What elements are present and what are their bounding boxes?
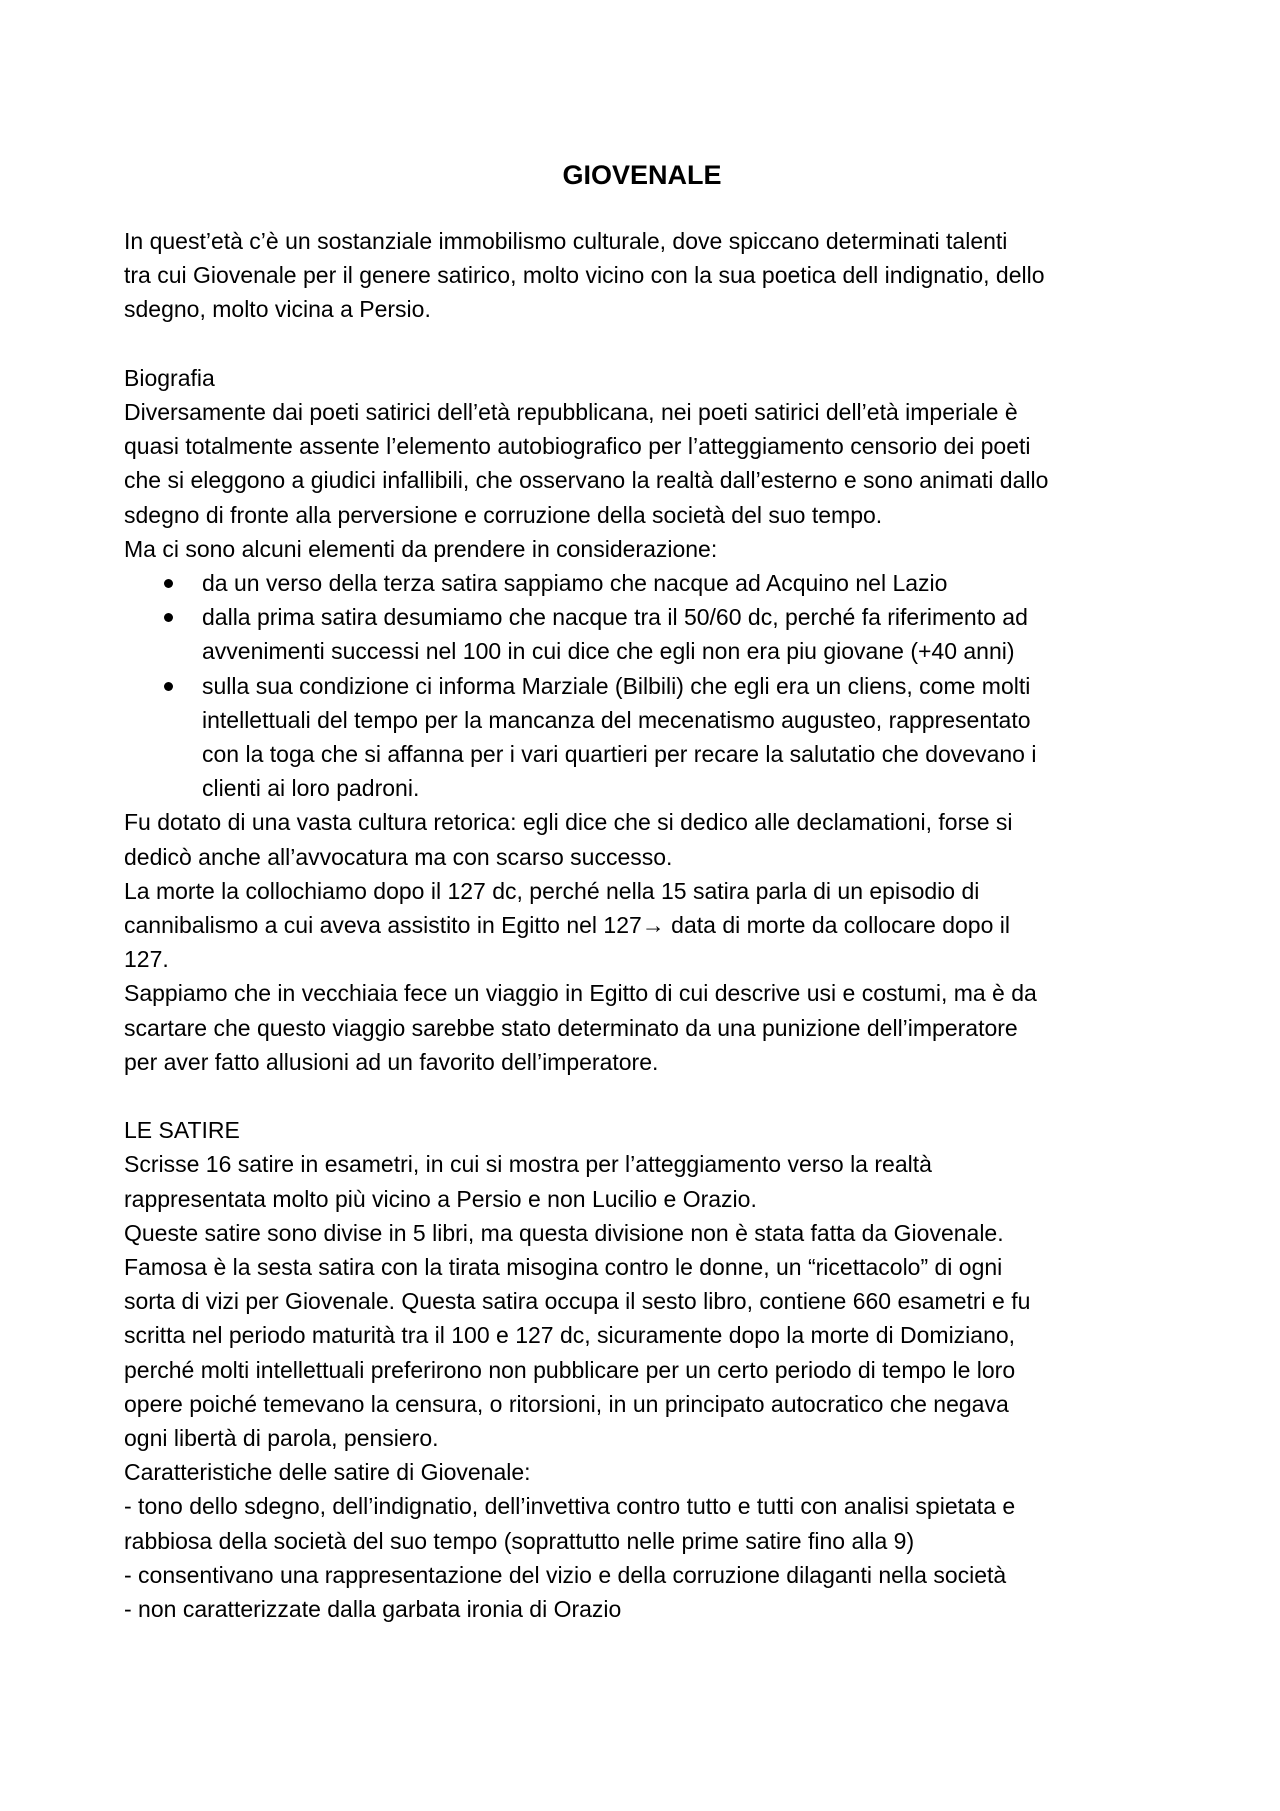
text-line: sorta di vizi per Giovenale. Questa satira occupa il sesto libro, contiene 660 esametri e fu xyxy=(124,1288,1031,1315)
text-line: Fu dotato di una vasta cultura retorica: egli dice che si dedico alle declamationi, forse si xyxy=(124,809,1013,836)
text-line: clienti ai loro padroni. xyxy=(202,775,420,802)
text-line: rappresentata molto più vicino a Persio e non Lucilio e Orazio. xyxy=(124,1185,757,1212)
document-title: GIOVENALE xyxy=(562,160,722,190)
list-item xyxy=(124,566,1160,600)
text-line: perché molti intellettuali preferirono non pubblicare per un certo periodo di tempo le loro xyxy=(124,1356,1016,1383)
section-heading: LE SATIRE xyxy=(124,1117,240,1144)
text-line: - non caratterizzate dalla garbata ironia di Orazio xyxy=(124,1596,622,1623)
text-line: sdegno, molto vicina a Persio. xyxy=(124,296,431,323)
text-line: sdegno di fronte alla perversione e corruzione della società del suo tempo. xyxy=(124,501,883,528)
bullet-list xyxy=(124,566,1160,805)
text-line: rabbiosa della società del suo tempo (soprattutto nelle prime satire fino alla 9) xyxy=(124,1527,915,1554)
spacer xyxy=(124,1079,1160,1113)
list-item xyxy=(124,669,1160,806)
text-line: La morte la collochiamo dopo il 127 dc, perché nella 15 satira parla di un episodio di xyxy=(124,877,980,904)
text-line: Diversamente dai poeti satirici dell’età repubblicana, nei poeti satirici dell’età imperiale è xyxy=(124,399,1018,425)
text-line: avvenimenti successi nel 100 in cui dice che egli non era piu giovane (+40 anni) xyxy=(202,638,1015,665)
bullet-icon xyxy=(164,579,173,588)
list-item xyxy=(124,600,1160,668)
text-line: quasi totalmente assente l’elemento autobiografico per l’atteggiamento censorio dei poeti xyxy=(124,433,1031,460)
satire-section xyxy=(124,1113,1160,1626)
text-line: 127. xyxy=(124,946,169,973)
text-line: opere poiché temevano la censura, o ritorsioni, in un principato autocratico che negava xyxy=(124,1390,1009,1417)
bullet-icon xyxy=(164,682,173,691)
arrow-right-icon: → xyxy=(641,912,665,939)
text-line: dedicò anche all’avvocatura ma con scarso successo. xyxy=(124,843,673,870)
text-line: ogni libertà di parola, pensiero. xyxy=(124,1425,439,1452)
text-line: sulla sua condizione ci informa Marziale (Bilbili) che egli era un cliens, come molti xyxy=(202,672,1031,699)
text-line: Queste satire sono divise in 5 libri, ma questa divisione non è stata fatta da Giovenale. xyxy=(124,1219,1004,1246)
text-line: In quest’età c’è un sostanziale immobilismo culturale, dove spiccano determinati talenti xyxy=(124,228,1008,254)
text-line: scritta nel periodo maturità tra il 100 e 127 dc, sicuramente dopo la morte di Domiziano, xyxy=(124,1322,1016,1349)
text-line xyxy=(124,908,1160,942)
text-line: - consentivano una rappresentazione del vizio e della corruzione dilaganti nella società xyxy=(124,1561,1007,1588)
text-line: - tono dello sdegno, dell’indignatio, dell’invettiva contro tutto e tutti con analisi spietata e xyxy=(124,1493,1016,1520)
text-line: Famosa è la sesta satira con la tirata misogina contro le donne, un “ricettacolo” di ogni xyxy=(124,1254,1003,1281)
text-line: tra cui Giovenale per il genere satirico, molto vicino con la sua poetica dell indignatio, dello xyxy=(124,262,1045,289)
text-line: con la toga che si affanna per i vari quartieri per recare la salutatio che dovevano i xyxy=(202,741,1037,768)
death-text-b: data di morte da collocare dopo il xyxy=(664,912,1010,939)
text-line: intellettuali del tempo per la mancanza del mecenatismo augusteo, rappresentato xyxy=(202,706,1031,733)
spacer xyxy=(124,327,1160,361)
text-line: per aver fatto allusioni ad un favorito dell’imperatore. xyxy=(124,1048,659,1075)
bullet-icon xyxy=(164,613,173,622)
intro-paragraph xyxy=(124,224,1160,327)
text-line: Caratteristiche delle satire di Giovenale: xyxy=(124,1459,531,1486)
biografia-section xyxy=(124,361,1160,1079)
death-text-a: cannibalismo a cui aveva assistito in Egitto nel 127 xyxy=(124,912,642,939)
text-line: Scrisse 16 satire in esametri, in cui si mostra per l’atteggiamento verso la realtà xyxy=(124,1151,932,1178)
text-line: Ma ci sono alcuni elementi da prendere in considerazione: xyxy=(124,535,718,562)
text-line: Sappiamo che in vecchiaia fece un viaggio in Egitto di cui descrive usi e costumi, ma è da xyxy=(124,980,1037,1007)
text-line: scartare che questo viaggio sarebbe stato determinato da una punizione dell’imperatore xyxy=(124,1014,1018,1041)
text-line: da un verso della terza satira sappiamo che nacque ad Acquino nel Lazio xyxy=(202,570,948,597)
text-line: dalla prima satira desumiamo che nacque tra il 50/60 dc, perché fa riferimento ad xyxy=(202,604,1028,631)
section-heading: Biografia xyxy=(124,364,215,391)
text-line: che si eleggono a giudici infallibili, che osservano la realtà dall’esterno e sono animati dallo xyxy=(124,467,1049,494)
